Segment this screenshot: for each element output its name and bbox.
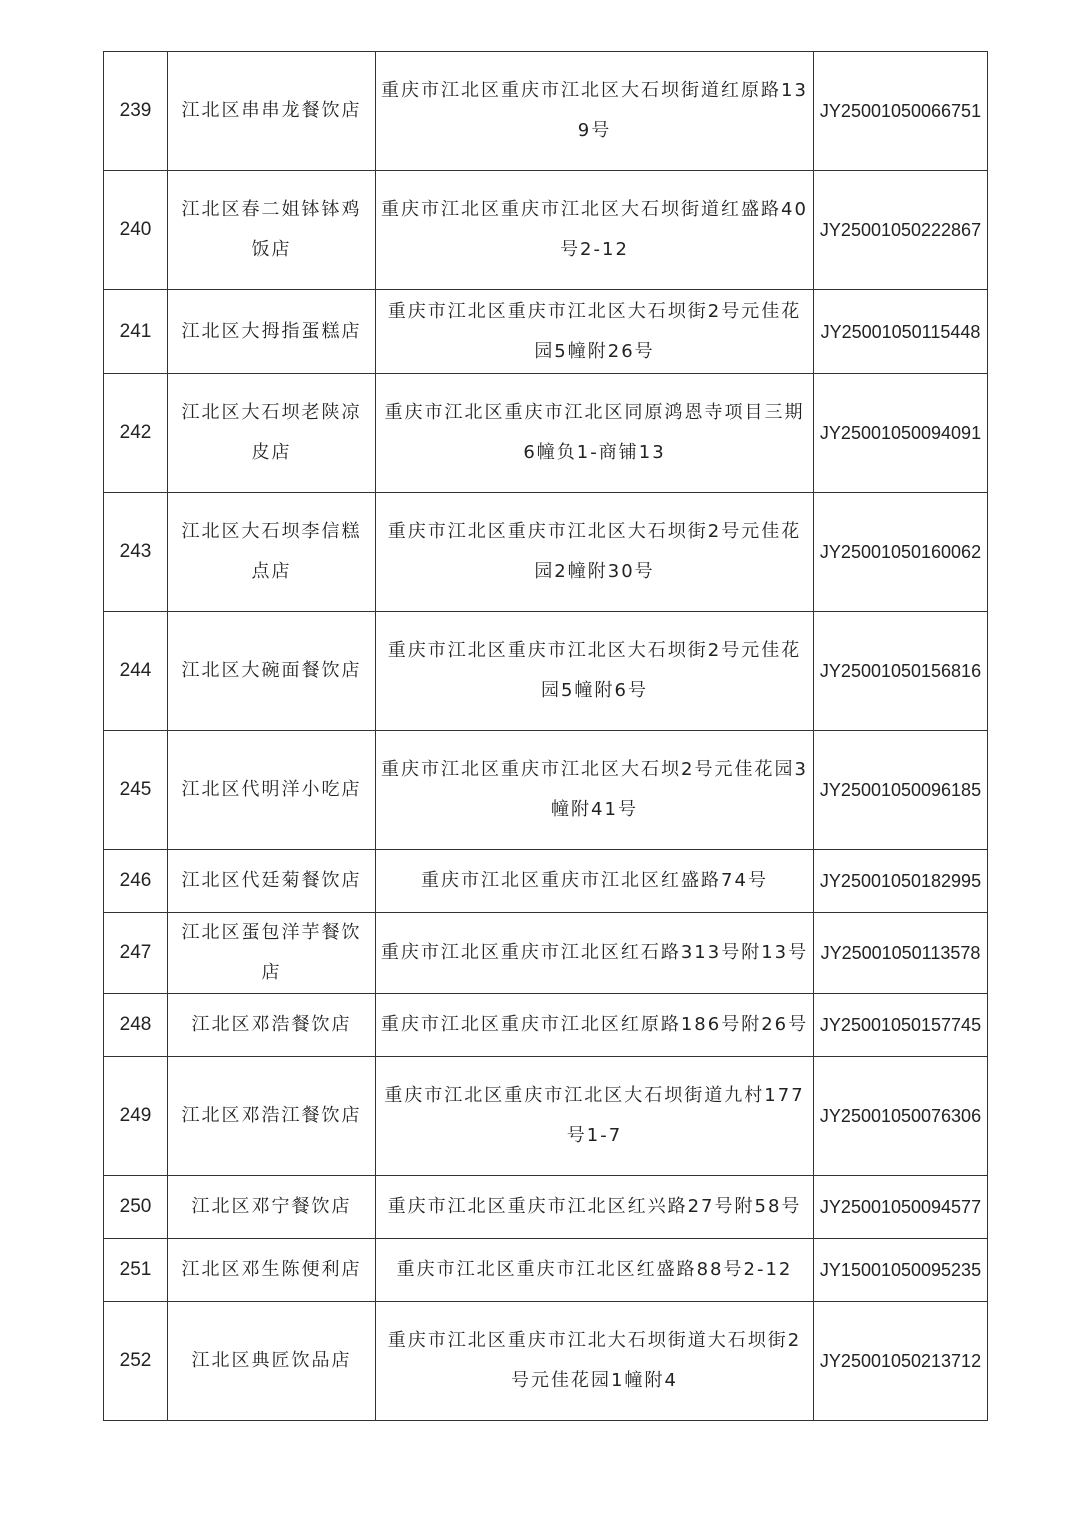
- license-number: JY25001050160062: [814, 493, 988, 612]
- license-number: JY25001050182995: [814, 850, 988, 913]
- table-row: [104, 913, 988, 994]
- row-number: 252: [104, 1302, 168, 1421]
- table-row: [104, 290, 988, 374]
- table-row: [104, 52, 988, 171]
- table-row: [104, 994, 988, 1057]
- table-row: [104, 612, 988, 731]
- license-number: JY25001050113578: [814, 913, 988, 994]
- business-name: 江北区代廷菊餐饮店: [168, 850, 376, 913]
- license-number: JY25001050156816: [814, 612, 988, 731]
- registry-table: [103, 51, 988, 1421]
- business-address: 重庆市江北区重庆市江北区大石坝街道九村177号1-7: [376, 1057, 814, 1176]
- business-address: 重庆市江北区重庆市江北区红盛路88号2-12: [376, 1239, 814, 1302]
- row-number: 244: [104, 612, 168, 731]
- row-number: 241: [104, 290, 168, 374]
- business-name: 江北区春二姐钵钵鸡饭店: [168, 171, 376, 290]
- business-address: 重庆市江北区重庆市江北区大石坝街道红盛路40号2-12: [376, 171, 814, 290]
- license-number: JY25001050115448: [814, 290, 988, 374]
- business-address: 重庆市江北区重庆市江北区同原鸿恩寺项目三期6幢负1-商铺13: [376, 374, 814, 493]
- license-number: JY25001050094091: [814, 374, 988, 493]
- business-address: 重庆市江北区重庆市江北区红原路186号附26号: [376, 994, 814, 1057]
- business-address: 重庆市江北区重庆市江北区红石路313号附13号: [376, 913, 814, 994]
- license-number: JY25001050222867: [814, 171, 988, 290]
- business-name: 江北区典匠饮品店: [168, 1302, 376, 1421]
- business-address: 重庆市江北区重庆市江北区大石坝街2号元佳花园5幢附6号: [376, 612, 814, 731]
- license-number: JY25001050076306: [814, 1057, 988, 1176]
- row-number: 246: [104, 850, 168, 913]
- table-row: [104, 171, 988, 290]
- business-name: 江北区大石坝李信糕点店: [168, 493, 376, 612]
- table-row: [104, 1057, 988, 1176]
- business-address: 重庆市江北区重庆市江北区大石坝街道红原路139号: [376, 52, 814, 171]
- license-number: JY25001050096185: [814, 731, 988, 850]
- business-name: 江北区大石坝老陕凉皮店: [168, 374, 376, 493]
- row-number: 243: [104, 493, 168, 612]
- business-name: 江北区邓浩江餐饮店: [168, 1057, 376, 1176]
- business-name: 江北区蛋包洋芋餐饮店: [168, 913, 376, 994]
- row-number: 249: [104, 1057, 168, 1176]
- business-address: 重庆市江北区重庆市江北区红兴路27号附58号: [376, 1176, 814, 1239]
- business-address: 重庆市江北区重庆市江北区大石坝街2号元佳花园5幢附26号: [376, 290, 814, 374]
- business-name: 江北区大拇指蛋糕店: [168, 290, 376, 374]
- business-address: 重庆市江北区重庆市江北大石坝街道大石坝街2号元佳花园1幢附4: [376, 1302, 814, 1421]
- business-name: 江北区大碗面餐饮店: [168, 612, 376, 731]
- row-number: 250: [104, 1176, 168, 1239]
- table-row: [104, 1239, 988, 1302]
- row-number: 245: [104, 731, 168, 850]
- license-number: JY25001050213712: [814, 1302, 988, 1421]
- table-row: [104, 1302, 988, 1421]
- row-number: 247: [104, 913, 168, 994]
- table-row: [104, 374, 988, 493]
- row-number: 248: [104, 994, 168, 1057]
- license-number: JY25001050157745: [814, 994, 988, 1057]
- license-number: JY25001050094577: [814, 1176, 988, 1239]
- business-name: 江北区邓生陈便利店: [168, 1239, 376, 1302]
- row-number: 242: [104, 374, 168, 493]
- row-number: 251: [104, 1239, 168, 1302]
- table-row: [104, 1176, 988, 1239]
- table-row: [104, 731, 988, 850]
- license-number: JY15001050095235: [814, 1239, 988, 1302]
- business-name: 江北区代明洋小吃店: [168, 731, 376, 850]
- row-number: 239: [104, 52, 168, 171]
- row-number: 240: [104, 171, 168, 290]
- business-address: 重庆市江北区重庆市江北区大石坝2号元佳花园3幢附41号: [376, 731, 814, 850]
- business-address: 重庆市江北区重庆市江北区红盛路74号: [376, 850, 814, 913]
- business-name: 江北区邓浩餐饮店: [168, 994, 376, 1057]
- table-row: [104, 493, 988, 612]
- business-name: 江北区邓宁餐饮店: [168, 1176, 376, 1239]
- table-row: [104, 850, 988, 913]
- business-name: 江北区串串龙餐饮店: [168, 52, 376, 171]
- business-address: 重庆市江北区重庆市江北区大石坝街2号元佳花园2幢附30号: [376, 493, 814, 612]
- license-number: JY25001050066751: [814, 52, 988, 171]
